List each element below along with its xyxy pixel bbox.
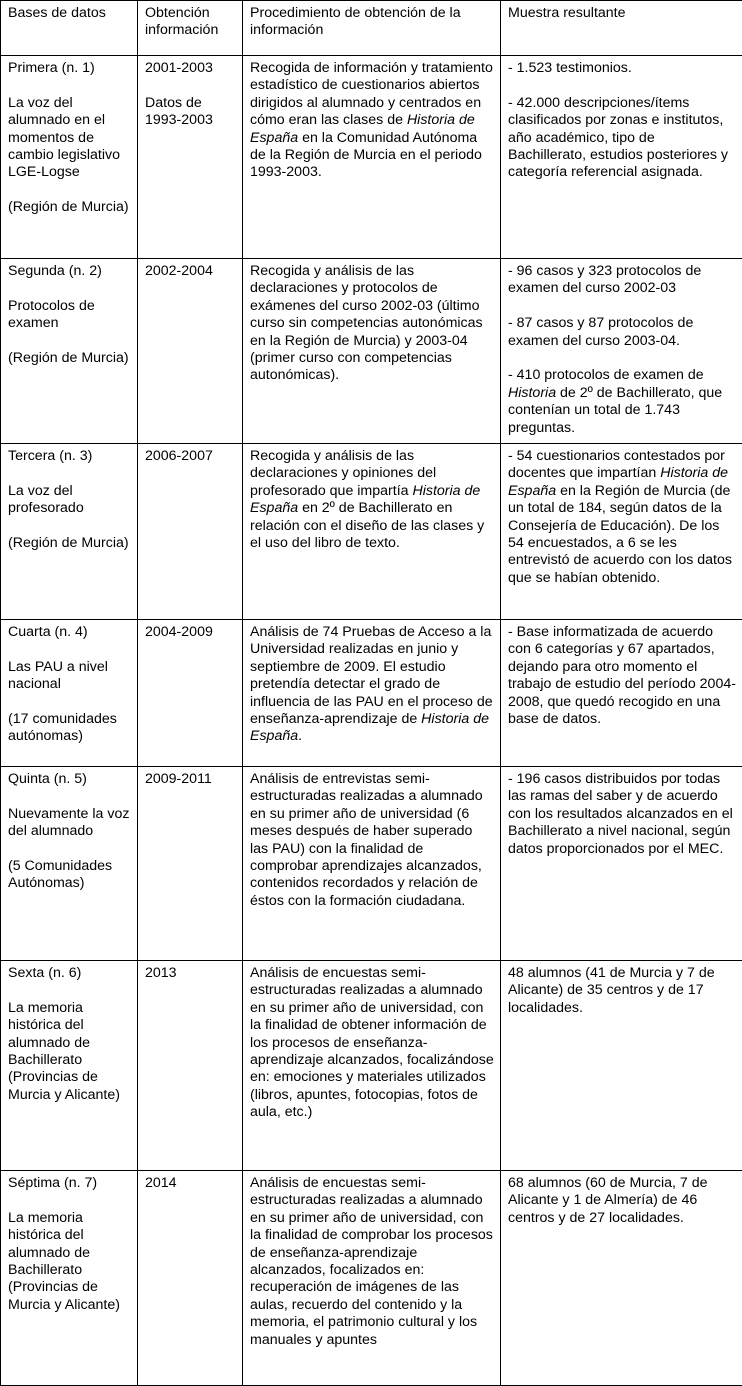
cell-paragraph <box>8 263 131 280</box>
italic-title-text: Historia de España <box>250 112 475 145</box>
sample-cell <box>501 767 742 961</box>
cell-paragraph <box>508 367 736 437</box>
procedure-cell <box>243 259 501 444</box>
cell-paragraph <box>508 624 736 728</box>
cell-text: Primera (n. 1) <box>8 60 95 76</box>
cell-paragraph <box>145 95 236 130</box>
cell-text: en la Región de Murcia (de un total de 184, según datos de la Consejería de Educación). De los 54 encuestados, a 6 se les entrevistó de acuerdo con los datos que se habían obtenido. <box>508 483 732 586</box>
italic-title-text: Historia de España <box>250 711 489 744</box>
header-procedimiento: Procedimiento de obtención de la información <box>243 1 501 56</box>
cell-text: - 410 protocolos de examen de <box>508 367 704 383</box>
cell-paragraph <box>250 965 494 1122</box>
cell-text: 68 alumnos (60 de Murcia, 7 de Alicante y 1 de Almería) de 46 centros y de 27 localidades. <box>508 1175 708 1226</box>
cell-text: Recogida y análisis de las declaraciones y opiniones del profesorado que impartía <box>250 448 436 499</box>
sample-cell <box>501 1171 742 1386</box>
procedure-cell <box>243 961 501 1171</box>
cell-paragraph <box>508 1175 736 1227</box>
cell-paragraph <box>8 1210 131 1314</box>
cell-text: - 1.523 testimonios. <box>508 60 632 76</box>
period-cell <box>138 444 243 620</box>
sample-cell <box>501 961 742 1171</box>
cell-paragraph <box>508 263 736 298</box>
cell-text: 48 alumnos (41 de Murcia y 7 de Alicante) de 35 centros y de 17 localidades. <box>508 965 715 1016</box>
cell-text: . <box>298 728 302 744</box>
cell-text: Quinta (n. 5) <box>8 771 87 787</box>
table-row <box>1 1171 742 1386</box>
procedure-cell <box>243 767 501 961</box>
cell-paragraph <box>8 1000 131 1104</box>
cell-paragraph <box>145 60 236 77</box>
table-row <box>1 259 742 444</box>
cell-paragraph <box>145 448 236 465</box>
cell-text: Tercera (n. 3) <box>8 448 92 464</box>
database-cell <box>1 444 138 620</box>
period-cell <box>138 1171 243 1386</box>
cell-paragraph <box>8 965 131 982</box>
cell-paragraph <box>145 965 236 982</box>
cell-paragraph <box>250 60 494 182</box>
header-muestra: Muestra resultante <box>501 1 742 56</box>
cell-paragraph <box>8 624 131 641</box>
cell-text: (Región de Murcia) <box>8 199 129 215</box>
database-cell <box>1 259 138 444</box>
cell-paragraph <box>8 448 131 465</box>
cell-text: Análisis de 74 Pruebas de Acceso a la Universidad realizadas en junio y septiembre de 2009. El estudio pretendía detectar el grado de influencia de las PAU en el proceso de enseñanza-aprendizaje de <box>250 624 493 727</box>
sample-cell <box>501 56 742 259</box>
cell-text: 2014 <box>145 1175 177 1191</box>
cell-text: 2013 <box>145 965 177 981</box>
header-bases-de-datos: Bases de datos <box>1 1 138 56</box>
cell-paragraph <box>508 771 736 858</box>
cell-paragraph <box>8 1175 131 1192</box>
italic-title-text: Historia de España <box>508 465 728 498</box>
cell-paragraph <box>8 199 131 216</box>
cell-paragraph <box>8 711 131 746</box>
cell-text: Nuevamente la voz del alumnado <box>8 806 129 839</box>
period-cell <box>138 259 243 444</box>
cell-paragraph <box>145 771 236 788</box>
cell-text: - 196 casos distribuidos por todas las ramas del saber y de acuerdo con los resultados alcanzados en el Bachillerato a nivel nacional, según datos proporcionados por el MEC. <box>508 771 733 857</box>
cell-text: Protocolos de examen <box>8 298 95 331</box>
period-cell <box>138 56 243 259</box>
cell-paragraph <box>8 771 131 788</box>
cell-text: - Base informatizada de acuerdo con 6 categorías y 67 apartados, dejando para otro momento el trabajo de estudio del período 2004-2008, que quedó recogido en una base de datos. <box>508 624 736 727</box>
cell-paragraph <box>145 1175 236 1192</box>
cell-text: - 54 cuestionarios contestados por docentes que impartían <box>508 448 725 481</box>
cell-text: Las PAU a nivel nacional <box>8 659 108 692</box>
cell-text: Análisis de encuestas semi-estructuradas realizadas a alumnado en su primer año de universidad, con la finalidad de obtener información de los procesos de enseñanza-aprendizaje alcanzados, focalizándose en: emociones y materiales utilizados (libros, apuntes, fotocopias, fotos de aula, etc.) <box>250 965 494 1120</box>
cell-text: La memoria histórica del alumnado de Bachillerato (Provincias de Murcia y Alicante) <box>8 1000 120 1103</box>
cell-text: - 96 casos y 323 protocolos de examen del curso 2002-03 <box>508 263 701 296</box>
sample-cell <box>501 620 742 767</box>
cell-text: - 42.000 descripciones/ítems clasificados por zonas e institutos, año académico, tipo de Bachillerato, estudios posteriores y categoría referencial asignada. <box>508 95 728 181</box>
italic-title-text: Historia de España <box>250 483 480 516</box>
cell-text: 2002-2004 <box>145 263 213 279</box>
table-row <box>1 767 742 961</box>
cell-paragraph <box>8 60 131 77</box>
cell-text: 2001-2003 <box>145 60 213 76</box>
cell-text: (Región de Murcia) <box>8 350 129 366</box>
cell-paragraph <box>8 483 131 518</box>
cell-text: Datos de 1993-2003 <box>145 95 213 128</box>
header-obtencion: Obtención información <box>138 1 243 56</box>
cell-paragraph <box>508 448 736 587</box>
cell-text: Análisis de encuestas semi-estructuradas realizadas a alumnado en su primer año de universidad, con la finalidad de comprobar los procesos de enseñanza-aprendizaje alcanzados, focalizados en: recuperación de imágenes de las aulas, recuerdo del contenido y la memoria, el patrimonio cultural y los manuales y apuntes <box>250 1175 493 1348</box>
cell-paragraph <box>250 1175 494 1349</box>
cell-paragraph <box>508 95 736 182</box>
cell-text: La voz del alumnado en el momentos de cambio legislativo LGE-Logse <box>8 95 120 181</box>
database-cell <box>1 620 138 767</box>
cell-text: Recogida de información y tratamiento estadístico de cuestionarios abiertos dirigidos al alumnado y centrados en cómo eran las clases de <box>250 60 493 128</box>
database-cell <box>1 767 138 961</box>
cell-text: Séptima (n. 7) <box>8 1175 97 1191</box>
cell-text: de 2º de Bachillerato, que contenían un total de 1.743 preguntas. <box>508 385 722 436</box>
cell-text: 2009-2011 <box>145 771 212 787</box>
cell-text: 2006-2007 <box>145 448 213 464</box>
cell-paragraph <box>8 350 131 367</box>
database-cell <box>1 56 138 259</box>
cell-paragraph <box>250 624 494 746</box>
sample-cell <box>501 259 742 444</box>
table-row <box>1 444 742 620</box>
cell-paragraph <box>8 95 131 182</box>
database-cell <box>1 1171 138 1386</box>
period-cell <box>138 961 243 1171</box>
cell-text: en 2º de Bachillerato en relación con el diseño de las clases y el uso del libro de texto. <box>250 500 484 551</box>
header-row <box>1 1 742 56</box>
procedure-cell <box>243 444 501 620</box>
cell-text: 2004-2009 <box>145 624 213 640</box>
cell-paragraph <box>250 263 494 385</box>
cell-text: (Región de Murcia) <box>8 535 129 551</box>
cell-text: Cuarta (n. 4) <box>8 624 88 640</box>
cell-paragraph <box>145 624 236 641</box>
procedure-cell <box>243 620 501 767</box>
cell-text: La memoria histórica del alumnado de Bachillerato (Provincias de Murcia y Alicante) <box>8 1210 120 1313</box>
cell-paragraph <box>8 298 131 333</box>
cell-paragraph <box>250 448 494 552</box>
cell-text: en la Comunidad Autónoma de la Región de Murcia en el periodo 1993-2003. <box>250 130 482 181</box>
cell-paragraph <box>145 263 236 280</box>
cell-text: (5 Comunidades Autónomas) <box>8 858 112 891</box>
cell-text: Análisis de entrevistas semi-estructuradas realizadas a alumnado en su primer año de universidad (6 meses después de haber superado las PAU) con la finalidad de comprobar aprendizajes alcanzados, contenidos recordados y relación de éstos con la formación ciudadana. <box>250 771 483 909</box>
italic-title-text: Historia <box>508 385 556 401</box>
cell-paragraph <box>8 858 131 893</box>
cell-text: La voz del profesorado <box>8 483 84 516</box>
database-cell <box>1 961 138 1171</box>
cell-paragraph <box>508 315 736 350</box>
cell-paragraph <box>8 659 131 694</box>
cell-text: (17 comunidades autónomas) <box>8 711 117 744</box>
period-cell <box>138 767 243 961</box>
cell-text: Recogida y análisis de las declaraciones y protocolos de exámenes del curso 2002-03 (último curso sin competencias autonómicas en la Región de Murcia) y 2003-04 (primer curso con competencias autonómicas). <box>250 263 483 383</box>
table-row <box>1 56 742 259</box>
table-row <box>1 620 742 767</box>
sample-cell <box>501 444 742 620</box>
cell-paragraph <box>508 965 736 1017</box>
procedure-cell <box>243 1171 501 1386</box>
cell-paragraph <box>508 60 736 77</box>
procedure-cell <box>243 56 501 259</box>
period-cell <box>138 620 243 767</box>
cell-text: Segunda (n. 2) <box>8 263 102 279</box>
table-row <box>1 961 742 1171</box>
cell-paragraph <box>250 771 494 910</box>
cell-text: - 87 casos y 87 protocolos de examen del curso 2003-04. <box>508 315 693 348</box>
cell-paragraph <box>8 806 131 841</box>
cell-text: Sexta (n. 6) <box>8 965 81 981</box>
cell-paragraph <box>8 535 131 552</box>
